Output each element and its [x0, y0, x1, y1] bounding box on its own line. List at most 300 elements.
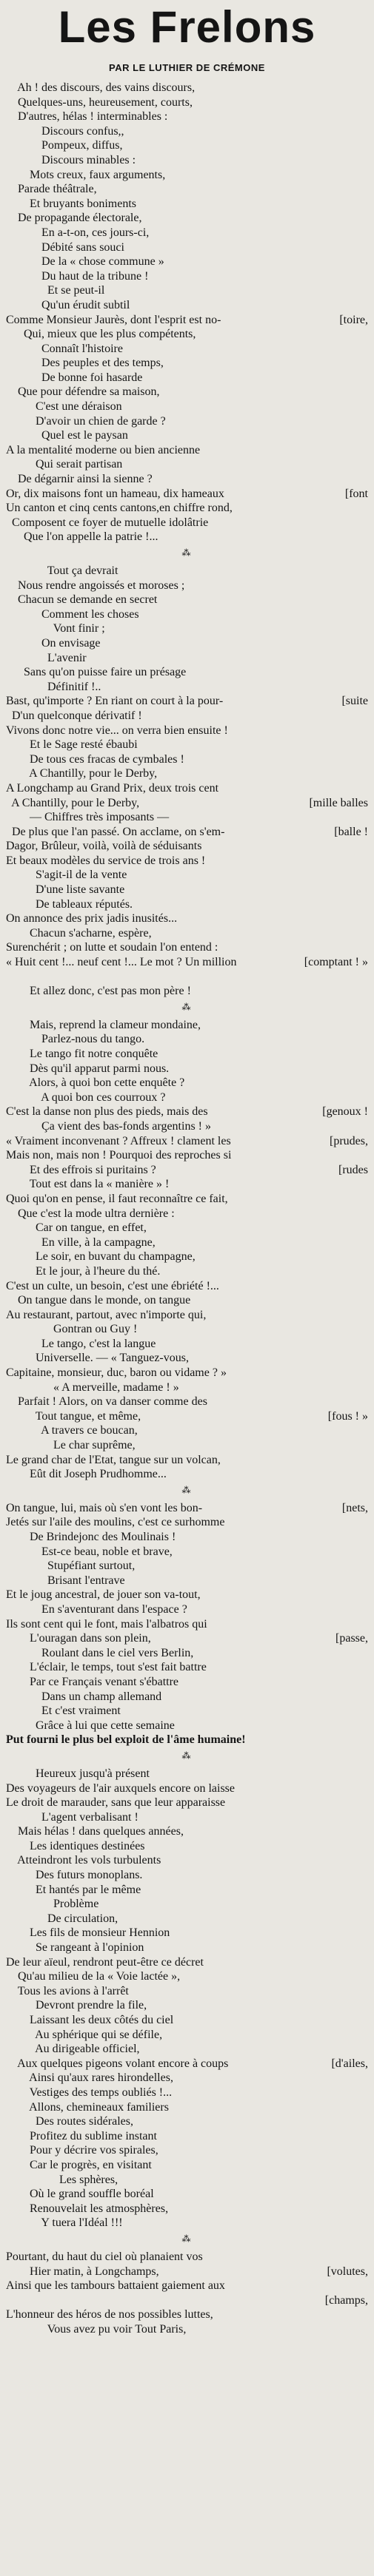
verse-continuation: [nets,	[341, 1501, 368, 1514]
verse-line	[6, 1515, 368, 1530]
verse-text: Alors, à quoi bon cette enquête ?	[6, 1076, 185, 1090]
verse-continuation: [balle !	[334, 825, 368, 838]
verse-line	[6, 1351, 368, 1366]
verse-text: Car le progrès, en visitant	[6, 2158, 152, 2171]
verse-text: Comment les choses	[6, 607, 139, 621]
verse-line	[6, 1177, 368, 1192]
verse-text: Bast, qu'importe ? En riant on court à la pour-	[6, 695, 224, 708]
verse-line	[6, 385, 368, 399]
verse-text: De bonne foi hasarde	[6, 371, 143, 384]
stanza-separator: ⁂	[181, 2233, 193, 2244]
verse-text: Un canton et cinq cents cantons,en chiffre rond,	[6, 502, 233, 515]
verse-text: Ainsi que les tambours battaient gaiement aux	[6, 2279, 225, 2293]
verse-text: Laissant les deux côtés du ciel	[6, 2014, 174, 2026]
verse-line	[6, 1062, 368, 1076]
verse-text: Que pour défendre sa maison,	[6, 385, 160, 399]
verse-line	[6, 2028, 368, 2043]
verse-line	[6, 240, 368, 255]
verse-text: A Longchamp au Grand Prix, deux trois cent	[6, 781, 219, 795]
verse-line	[6, 443, 368, 458]
verse-text: Mais, reprend la clameur mondaine,	[6, 1018, 201, 1031]
verse-line	[6, 414, 368, 429]
verse-text: Au restaurant, partout, avec n'importe qui,	[6, 1308, 207, 1321]
verse-text: En s'aventurant dans l'espace ?	[6, 1602, 187, 1616]
verse-line	[6, 95, 368, 110]
verse-text: Quoi qu'on en pense, il faut reconnaître ce fait,	[6, 1192, 228, 1205]
verse-text: Devront prendre la file,	[6, 1999, 147, 2012]
verse-text: A quoi bon ces courroux ?	[6, 1090, 166, 1104]
verse-continuation: [passe,	[335, 1632, 368, 1645]
verse-text: C'est la danse non plus des pieds, mais des	[6, 1105, 208, 1119]
verse-text: De dégarnir ainsi la sienne ?	[6, 473, 153, 486]
verse-text: Or, dix maisons font un hameau, dix hameaux	[6, 487, 224, 500]
verse-text: Tout ça devrait	[6, 564, 118, 577]
verse-line	[6, 1617, 368, 1632]
verse-line	[6, 1631, 368, 1646]
verse-line	[6, 2265, 368, 2279]
verse-line	[6, 1998, 368, 2013]
verse-text: Et le Sage resté ébaubi	[6, 738, 138, 752]
verse-text: Car on tangue, en effet,	[6, 1221, 147, 1235]
verse-line	[6, 839, 368, 854]
verse-line	[6, 1134, 368, 1149]
verse-text: Du haut de la tribune !	[6, 269, 149, 283]
verse-text: Quel est le paysan	[6, 429, 128, 442]
verse-line	[6, 1366, 368, 1380]
verse-line	[6, 313, 368, 328]
verse-continuation: [d'ailes,	[331, 2057, 368, 2070]
verse-text: Et beaux modèles du service de trois ans !	[6, 854, 206, 867]
verse-line	[6, 1207, 368, 1221]
verse-line	[6, 593, 368, 607]
verse-line	[6, 1868, 368, 1883]
verse-text: Qui serait partisan	[6, 458, 123, 471]
verse-text: Roulant dans le ciel vers Berlin,	[6, 1646, 194, 1659]
verse-text: Vont finir ;	[6, 622, 105, 635]
verse-line	[6, 680, 368, 695]
verse-line	[6, 327, 368, 342]
verse-line	[6, 2250, 368, 2265]
verse-line	[6, 1221, 368, 1235]
verse-line	[6, 1984, 368, 1999]
verse-text: Des voyageurs de l'air auxquels encore on laisse	[6, 1781, 235, 1795]
verse-line	[6, 1438, 368, 1453]
verse-text: Sans qu'on puisse faire un présage	[6, 666, 187, 679]
verse-continuation: [suite	[341, 695, 368, 708]
verse-line	[6, 607, 368, 622]
verse-text: « A merveille, madame ! »	[6, 1380, 179, 1394]
verse-line	[6, 2143, 368, 2158]
verse-continuation: [font	[344, 487, 368, 500]
verse-line	[6, 2307, 368, 2322]
verse-line	[6, 694, 368, 709]
verse-line	[6, 1501, 368, 1516]
verse-line	[6, 1690, 368, 1705]
verse-text: De tableaux réputés.	[6, 897, 133, 911]
verse-text: De la « chose commune »	[6, 255, 164, 269]
verse-line	[6, 1897, 368, 1912]
verse-continuation: [volutes,	[327, 2265, 368, 2278]
verse-line	[6, 1395, 368, 1409]
verse-text: De Brindejonc des Moulinais !	[6, 1531, 176, 1543]
verse-line	[6, 2279, 368, 2293]
verse-text: Put fourni le plus bel exploit de l'âme humaine!	[6, 1733, 246, 1747]
verse-line	[6, 1076, 368, 1090]
verse-line	[6, 1781, 368, 1796]
verse-line	[6, 724, 368, 738]
verse-text: Le grand char de l'Etat, tangue sur un volcan,	[6, 1453, 221, 1466]
verse-line	[6, 1105, 368, 1119]
verse-text: Des routes sidérales,	[6, 2115, 133, 2128]
verse-line	[6, 501, 368, 516]
verse-line	[6, 810, 368, 825]
verse-line	[6, 1602, 368, 1617]
verse-continuation: [comptant ! »	[304, 956, 368, 969]
verse-text: L'avenir	[6, 651, 87, 664]
verse-text: Et le jour, à l'heure du thé.	[6, 1264, 161, 1278]
verse-text: D'avoir un chien de garde ?	[6, 414, 166, 428]
verse-text: On tangue, lui, mais où s'en vont les bon-	[6, 1501, 203, 1514]
verse-text: Le tango fit notre conquête	[6, 1048, 158, 1060]
verse-text: Heureux jusqu'à présent	[6, 1767, 150, 1780]
verse-text: D'un quelconque dérivatif !	[6, 709, 142, 722]
verse-line	[6, 911, 368, 926]
verse-text: Pompeux, diffus,	[6, 139, 123, 152]
poem-body	[6, 81, 368, 2336]
verse-text: Qui, mieux que les plus compétents,	[6, 328, 196, 341]
verse-line	[6, 457, 368, 472]
verse-text: Pourtant, du haut du ciel où planaient vos	[6, 2250, 203, 2263]
verse-line	[6, 2187, 368, 2202]
verse-line	[6, 399, 368, 414]
verse-line	[6, 2114, 368, 2129]
verse-line	[6, 2129, 368, 2144]
verse-line	[6, 926, 368, 941]
verse-text: Gontran ou Guy !	[6, 1323, 138, 1336]
verse-text: Où le grand souffle boréal	[6, 2188, 154, 2201]
verse-text: A Chantilly, pour le Derby,	[6, 767, 158, 780]
verse-line	[6, 1423, 368, 1438]
verse-line	[6, 2173, 368, 2188]
verse-line	[6, 2071, 368, 2086]
verse-line	[6, 428, 368, 443]
verse-line	[6, 752, 368, 767]
verse-text: Et hantés par le même	[6, 1883, 141, 1896]
verse-text: Aux quelques pigeons volant encore à coups	[6, 2057, 229, 2070]
verse-line	[6, 124, 368, 139]
verse-line	[6, 1675, 368, 1690]
verse-text: Problème	[6, 1898, 99, 1911]
stanza-separator: ⁂	[181, 1001, 193, 1012]
verse-text: Chacun s'acharne, espère,	[6, 926, 152, 940]
verse-line	[6, 2100, 368, 2115]
verse-text: On tangue dans le monde, on tangue	[6, 1294, 191, 1307]
verse-line	[6, 1955, 368, 1970]
verse-line	[6, 1796, 368, 1810]
verse-text: Mais hélas ! dans quelques années,	[6, 1825, 184, 1838]
verse-line	[6, 868, 368, 883]
verse-line	[6, 984, 368, 999]
verse-line	[6, 1719, 368, 1733]
verse-line	[6, 1767, 368, 1781]
verse-text: D'une liste savante	[6, 883, 125, 897]
verse-line	[6, 1337, 368, 1352]
verse-line	[6, 298, 368, 313]
verse-line	[6, 1530, 368, 1545]
verse-line	[6, 472, 368, 487]
verse-line	[6, 269, 368, 284]
verse-line	[6, 342, 368, 357]
verse-text: Vestiges des temps oubliés !...	[6, 2086, 173, 2099]
verse-text: Quelques-uns, heureusement, courts,	[6, 95, 193, 109]
verse-line	[6, 738, 368, 752]
verse-text: Discours confus,,	[6, 124, 124, 138]
verse-text: C'est un culte, un besoin, c'est une ébriété !...	[6, 1279, 219, 1292]
verse-text: Débité sans souci	[6, 240, 124, 254]
verse-text: Que c'est la mode ultra dernière :	[6, 1207, 175, 1220]
verse-continuation: [genoux !	[322, 1105, 368, 1119]
verse-line	[6, 1545, 368, 1560]
verse-line	[6, 825, 368, 840]
verse-text: L'éclair, le temps, tout s'est fait battre	[6, 1661, 207, 1674]
verse-text: Ah ! des discours, des vains discours,	[6, 81, 196, 94]
verse-line	[6, 1559, 368, 1574]
verse-continuation: [prudes,	[330, 1134, 368, 1147]
verse-line	[6, 1733, 368, 1747]
verse-text: Hier matin, à Longchamps,	[6, 2265, 159, 2278]
verse-line	[6, 1839, 368, 1854]
verse-text: Les identiques destinées	[6, 1839, 145, 1852]
verse-text: S'agit-il de la vente	[6, 869, 127, 882]
verse-text: Se rangeant à l'opinion	[6, 1941, 144, 1955]
verse-text: D'autres, hélas ! interminables :	[6, 110, 168, 124]
verse-text: Surenchérit ; on lutte et soudain l'on entend :	[6, 941, 218, 954]
verse-text: Qu'au milieu de la « Voie lactée »,	[6, 1970, 181, 1983]
verse-line	[6, 1308, 368, 1323]
verse-text: Les fils de monsieur Hennion	[6, 1926, 170, 1940]
verse-text: Définitif !..	[6, 680, 101, 693]
stanza-separator: ⁂	[181, 1750, 193, 1761]
verse-line	[6, 356, 368, 371]
verse-text: Allons, chemineaux familiers	[6, 2100, 169, 2114]
verse-text: Brisant l'entrave	[6, 1574, 125, 1587]
verse-text: Ils sont cent qui le font, mais l'albatros qui	[6, 1617, 207, 1631]
verse-line	[6, 1119, 368, 1134]
verse-text: On annonce des prix jadis inusités...	[6, 912, 178, 925]
verse-continuation: [mille balles	[309, 796, 368, 809]
verse-line	[6, 1018, 368, 1033]
verse-continuation: [rudes	[338, 1163, 368, 1176]
verse-line	[6, 283, 368, 298]
verse-text: Pour y décrire vos spirales,	[6, 2144, 158, 2157]
verse-text: Au dirigeable officiel,	[6, 2043, 140, 2056]
verse-line	[6, 564, 368, 579]
verse-line	[6, 1148, 368, 1163]
verse-text: Atteindront les vols turbulents	[6, 1854, 161, 1867]
stanza-separator: ⁂	[181, 1484, 193, 1495]
verse-text: De tous ces fracas de cymbales !	[6, 752, 184, 766]
verse-text: Est-ce beau, noble et brave,	[6, 1545, 173, 1558]
verse-text: Universelle. — « Tanguez-vous,	[6, 1352, 189, 1365]
verse-line	[6, 516, 368, 530]
verse-line	[6, 883, 368, 897]
verse-text: Parlez-nous du tango.	[6, 1033, 145, 1046]
verse-line	[6, 2013, 368, 2028]
verse-text: Et des effrois si puritains ?	[6, 1163, 156, 1176]
verse-line	[6, 2158, 368, 2173]
verse-text: L'agent verbalisant !	[6, 1810, 138, 1824]
verse-text: Et c'est vraiment	[6, 1705, 121, 1718]
verse-text: En a-t-on, ces jours-ci,	[6, 226, 150, 239]
verse-line	[6, 579, 368, 593]
verse-text: Que l'on appelle la patrie !...	[6, 530, 158, 544]
verse-text: Vous avez pu voir Tout Paris,	[6, 2322, 187, 2336]
newspaper-column	[0, 1, 374, 2576]
verse-line	[6, 1293, 368, 1308]
verse-line	[6, 109, 368, 124]
verse-text: Par ce Français venant s'ébattre	[6, 1675, 179, 1688]
verse-text: « Vraiment inconvenant ? Affreux ! clament les	[6, 1134, 231, 1147]
verse-text: Ça vient des bas-fonds argentins ! »	[6, 1119, 211, 1133]
verse-line	[6, 153, 368, 168]
verse-line	[6, 371, 368, 385]
verse-text: En ville, à la campagne,	[6, 1235, 156, 1249]
verse-text: Mots creux, faux arguments,	[6, 168, 166, 181]
verse-line	[6, 1574, 368, 1588]
verse-text: Composent ce foyer de mutuelle idolâtrie	[6, 516, 209, 529]
verse-text: Jetés sur l'aile des moulins, c'est ce surhomme	[6, 1516, 225, 1529]
verse-line	[6, 1250, 368, 1264]
verse-text: A Chantilly, pour le Derby,	[6, 796, 140, 809]
verse-text: Vivons donc notre vie... on verra bien ensuite !	[6, 724, 228, 737]
verse-text: — Chiffres très imposants —	[6, 811, 170, 824]
verse-text: Le droit de marauder, sans que leur apparaisse	[6, 1796, 226, 1810]
verse-line	[6, 168, 368, 183]
verse-line	[6, 970, 368, 985]
verse-text: Ainsi qu'aux rares hirondelles,	[6, 2071, 173, 2085]
verse-text: Eût dit Joseph Prudhomme...	[6, 1468, 167, 1481]
verse-text: Nous rendre angoissés et moroses ;	[6, 579, 185, 592]
verse-text: Dès qu'il apparut parmi nous.	[6, 1062, 170, 1075]
verse-text: Capitaine, monsieur, duc, baron ou vidame ? »	[6, 1366, 227, 1380]
verse-text: Y tuera l'Idéal !!!	[6, 2216, 123, 2230]
verse-line	[6, 487, 368, 502]
verse-line	[6, 709, 368, 724]
verse-line	[6, 1453, 368, 1468]
verse-line	[6, 1032, 368, 1047]
verse-text: L'ouragan dans son plein,	[6, 1632, 151, 1645]
verse-line	[6, 226, 368, 240]
verse-text: Et le joug ancestral, de jouer son va-tout,	[6, 1588, 201, 1602]
verse-text: Discours minables :	[6, 153, 136, 166]
verse-text: Le tango, c'est la langue	[6, 1337, 156, 1350]
verse-line	[6, 1467, 368, 1482]
verse-text: De leur aïeul, rendront peut-être ce décret	[6, 1955, 204, 1969]
verse-line	[6, 1704, 368, 1719]
verse-text: Profitez du sublime instant	[6, 2129, 157, 2142]
verse-line	[6, 2322, 368, 2337]
verse-line	[6, 940, 368, 955]
verse-line	[6, 2293, 368, 2308]
verse-line	[6, 2042, 368, 2057]
verse-line	[6, 1941, 368, 1955]
verse-line	[6, 1047, 368, 1062]
verse-text: A la mentalité moderne ou bien ancienne	[6, 443, 201, 456]
verse-line	[6, 254, 368, 269]
verse-line	[6, 81, 368, 95]
verse-line	[6, 651, 368, 666]
verse-line	[6, 138, 368, 153]
verse-text: Qu'un érudit subtil	[6, 298, 130, 311]
verse-text: De plus que l'an passé. On acclame, on s'em-	[6, 825, 225, 838]
verse-text: Mais non, mais non ! Pourquoi des reproches si	[6, 1149, 232, 1162]
verse-text: Et bruyants boniments	[6, 197, 136, 210]
verse-line	[6, 2057, 368, 2071]
verse-line	[6, 621, 368, 636]
author-byline: PAR LE LUTHIER DE CRÉMONE	[109, 62, 265, 73]
verse-line	[6, 1926, 368, 1941]
verse-line	[6, 1824, 368, 1839]
verse-continuation: [champs,	[324, 2293, 368, 2307]
verse-line	[6, 1090, 368, 1105]
verse-line	[6, 182, 368, 197]
verse-text: Des peuples et des temps,	[6, 357, 164, 370]
verse-line	[6, 665, 368, 680]
verse-line	[6, 1660, 368, 1675]
page-title: Les Frelons	[58, 2, 316, 52]
verse-text: Dagor, Brûleur, voilà, voilà de séduisants	[6, 840, 202, 853]
verse-text: L'honneur des héros de nos possibles luttes,	[6, 2308, 213, 2322]
verse-line	[6, 1279, 368, 1294]
verse-text: Stupéfiant surtout,	[6, 1560, 136, 1573]
verse-text: A travers ce boucan,	[6, 1424, 138, 1437]
verse-text: Tout tangue, et même,	[6, 1409, 141, 1423]
verse-text: Renouvelait les atmosphères,	[6, 2202, 169, 2215]
verse-line	[6, 796, 368, 811]
verse-line	[6, 766, 368, 781]
verse-text: Parfait ! Alors, on va danser comme des	[6, 1395, 207, 1409]
verse-line	[6, 854, 368, 869]
verse-text: Tout est dans la « manière » !	[6, 1178, 170, 1191]
verse-line	[6, 1588, 368, 1602]
verse-text: Comme Monsieur Jaurès, dont l'esprit est no-	[6, 313, 221, 326]
verse-continuation: [toire,	[339, 313, 368, 326]
verse-line	[6, 636, 368, 651]
verse-line	[6, 1409, 368, 1424]
verse-line	[6, 1163, 368, 1178]
verse-text: Le char suprême,	[6, 1439, 136, 1452]
verse-line	[6, 1912, 368, 1926]
verse-text: Les sphères,	[6, 2173, 118, 2186]
verse-line	[6, 211, 368, 226]
verse-continuation: [fous ! »	[327, 1409, 368, 1423]
verse-line	[6, 1646, 368, 1661]
verse-line	[6, 1883, 368, 1898]
verse-text: Connaît l'histoire	[6, 342, 123, 355]
verse-line	[6, 1969, 368, 1984]
verse-line	[6, 897, 368, 912]
verse-line	[6, 2086, 368, 2100]
verse-line	[6, 781, 368, 796]
verse-line	[6, 1192, 368, 1207]
verse-line	[6, 197, 368, 212]
verse-line	[6, 1853, 368, 1868]
verse-text: Chacun se demande en secret	[6, 593, 158, 607]
verse-text: C'est une déraison	[6, 400, 122, 414]
verse-line	[6, 2216, 368, 2231]
verse-text: Parade théâtrale,	[6, 183, 97, 196]
verse-text: De propagande électorale,	[6, 212, 142, 225]
